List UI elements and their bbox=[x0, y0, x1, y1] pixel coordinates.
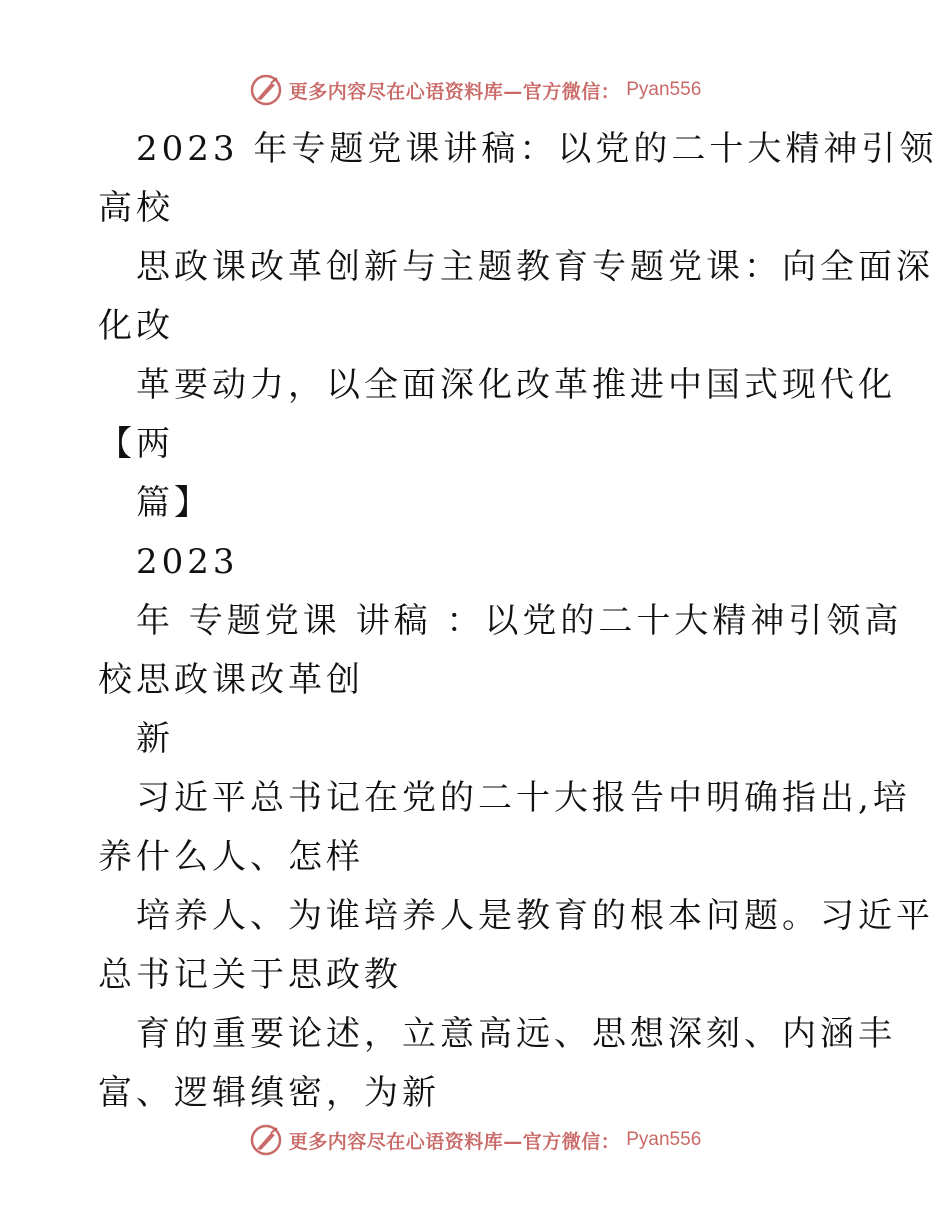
text-line: 富、逻辑缜密，为新 bbox=[98, 1073, 440, 1113]
watermark-wechat-id: Pyan556 bbox=[626, 1129, 702, 1150]
document-body bbox=[98, 120, 938, 1123]
text-line: 养什么人、怎样 bbox=[98, 837, 364, 877]
watermark-text: 更多内容尽在心语资料库—官方微信： bbox=[288, 1130, 621, 1153]
watermark-banner-bottom bbox=[0, 1120, 950, 1160]
quill-logo-icon bbox=[249, 73, 283, 107]
text-line: 2023 bbox=[136, 542, 239, 582]
text-line: 【两 bbox=[98, 424, 174, 464]
text-line: 年 专题党课 讲稿 ：以党的二十大精神引领高 bbox=[136, 601, 903, 641]
text-line: 习近平总书记在党的二十大报告中明确指出,培 bbox=[136, 778, 911, 818]
text-line: 化改 bbox=[98, 306, 174, 346]
text-line: 新 bbox=[136, 719, 174, 759]
watermark-banner-top bbox=[0, 70, 950, 110]
text-line: 2023 年专题党课讲稿：以党的二十大精神引领 bbox=[136, 129, 938, 169]
text-line: 培养人、为谁培养人是教育的根本问题。习近平 bbox=[136, 896, 934, 936]
text-line: 校思政课改革创 bbox=[98, 660, 364, 700]
watermark-wechat-id: Pyan556 bbox=[626, 79, 702, 100]
quill-logo-icon bbox=[249, 1123, 283, 1157]
text-line: 篇】 bbox=[136, 483, 212, 523]
text-line: 总书记关于思政教 bbox=[98, 955, 402, 995]
text-line: 高校 bbox=[98, 188, 174, 228]
watermark-text: 更多内容尽在心语资料库—官方微信： bbox=[288, 80, 621, 103]
text-line: 育的重要论述，立意高远、思想深刻、内涵丰 bbox=[136, 1014, 896, 1054]
text-line: 革要动力，以全面深化改革推进中国式现代化 bbox=[136, 365, 896, 405]
text-line: 思政课改革创新与主题教育专题党课：向全面深 bbox=[136, 247, 934, 287]
